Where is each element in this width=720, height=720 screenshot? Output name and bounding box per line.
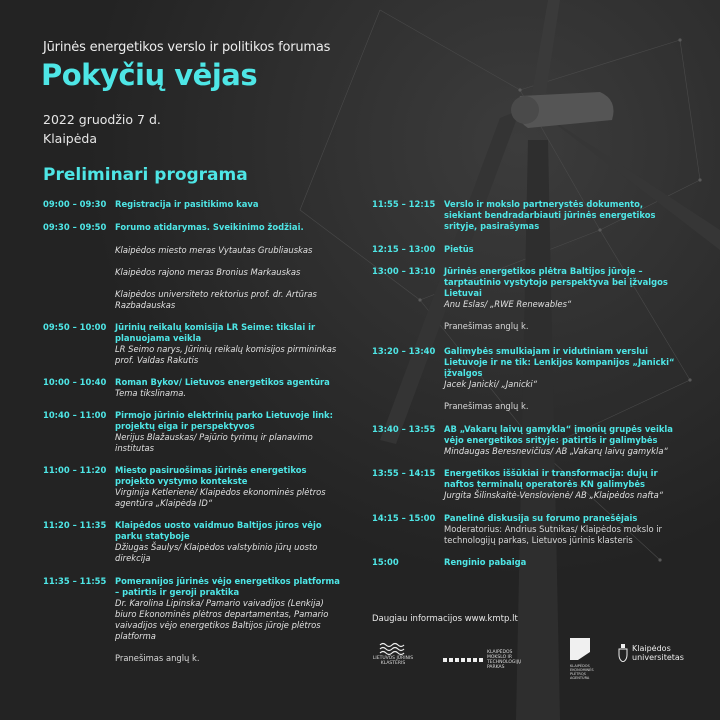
logo-klaipeda-id [570, 638, 600, 680]
agenda-title: Miesto pasiruošimas jūrinės energetikos projekto vystymo kontekste [115, 465, 307, 486]
agenda-time: 10:40 – 11:00 [43, 410, 107, 420]
logo-text: Klaipėdos [632, 644, 671, 653]
event-city: Klaipėda [43, 131, 98, 146]
agenda-time: 13:00 – 13:10 [372, 266, 436, 276]
agenda-title: Galimybės smulkiajam ir vidutiniam verslui Lietuvoje ir ne tik: Lenkijos kompanijos „Janicki“ įžvalgos [444, 346, 675, 378]
agenda-speaker: Anu Eslas/ „RWE Renewables“ [444, 299, 572, 309]
agenda-title: Registracija ir pasitikimo kava [115, 199, 259, 209]
university-emblem-icon [618, 644, 628, 662]
agenda-title: Verslo ir mokslo partnerystės dokumento, siekiant bendradarbiauti jūrinės energetikos srityje, pasirašymas [444, 199, 656, 231]
logo-text: universitetas [632, 653, 684, 662]
agenda-time: 13:40 – 13:55 [372, 424, 436, 434]
agenda-time: 09:50 – 10:00 [43, 322, 107, 332]
section-heading: Preliminari programa [43, 165, 248, 185]
more-info-text: Daugiau informacijos www.kmtp.lt [372, 614, 518, 624]
agenda-speaker: Virginija Ketlerienė/ Klaipėdos ekonominės plėtros agentūra „Klaipėda ID“ [115, 487, 326, 508]
agenda-title: Pietūs [444, 244, 474, 254]
event-title: Pokyčių vėjas [41, 58, 258, 92]
agenda-time: 09:00 – 09:30 [43, 199, 107, 209]
logo-text: KLAIPĖDOS MOKSLO IR TECHNOLOGIJŲ PARKAS [487, 650, 522, 670]
agenda-title: Energetikos iššūkiai ir transformacija: dujų ir naftos terminalų operatorės KN galimybės [444, 468, 658, 489]
agenda-time: 11:00 – 11:20 [43, 465, 107, 475]
agenda-speaker: Jurgita Šilinskaitė-Venslovienė/ AB „Klaipėdos nafta“ [444, 490, 664, 500]
logo-text: LIETUVOS JŪRINIS KLASTERIS [372, 656, 414, 666]
agenda-time: 09:30 – 09:50 [43, 222, 107, 232]
agenda-title: Panelinė diskusija su forumo pranešėjais [444, 513, 638, 523]
agenda-moderator: Moderatorius: Andrius Sutnikas/ Klaipėdos mokslo ir technologijų parkas, Lietuvos jūrinis klasteris [444, 524, 662, 545]
agenda-time: 13:55 – 14:15 [372, 468, 436, 478]
agenda-title: AB „Vakarų laivų gamykla“ įmonių grupės veikla vėjo energetikos srityje: patirtis ir galimybės [444, 424, 673, 445]
agenda-time: 15:00 [372, 557, 399, 567]
agenda-title: Renginio pabaiga [444, 557, 527, 567]
agenda-time: 14:15 – 15:00 [372, 513, 436, 523]
agenda-speaker: Dr. Karolina Lipinska/ Pamario vaivadijos (Lenkija) biuro Ekonominės plėtros departamentas, Pamario vaivadijos vėjo energetikos Baltijos jūroje plėtros platforma [115, 598, 329, 641]
agenda-title: Forumo atidarymas. Sveikinimo žodžiai. [115, 222, 304, 232]
agenda-speaker: Džiugas Šaulys/ Klaipėdos valstybinio jūrų uosto direkcija [115, 542, 318, 563]
agenda-title: Pomeranijos jūrinės vėjo energetikos platforma – patirtis ir geroji praktika [115, 576, 340, 597]
agenda-time: 10:00 – 10:40 [43, 377, 107, 387]
waves-icon [378, 642, 408, 656]
agenda-note: Pranešimas anglų k. [444, 321, 529, 331]
agenda-title: Jūrinių reikalų komisija LR Seime: tikslai ir planuojama veikla [115, 322, 316, 343]
dots-pattern-icon [443, 657, 483, 663]
event-date: 2022 gruodžio 7 d. [43, 112, 161, 127]
agenda-note: Pranešimas anglų k. [444, 401, 529, 411]
agenda-time: 13:20 – 13:40 [372, 346, 436, 356]
agenda-time: 11:35 – 11:55 [43, 576, 107, 586]
agenda-speaker: Klaipėdos miesto meras Vytautas Grubliauskas [115, 245, 313, 255]
agenda-speaker: LR Seimo narys, Jūrinių reikalų komisijos pirmininkas prof. Valdas Rakutis [115, 344, 337, 365]
klaipeda-id-icon [570, 638, 590, 660]
agenda-note: Pranešimas anglų k. [115, 653, 200, 663]
agenda-speaker: Klaipėdos universiteto rektorius prof. dr. Artūras Razbadauskas [115, 289, 317, 310]
agenda-time: 11:20 – 11:35 [43, 520, 107, 530]
agenda-title: Jūrinės energetikos plėtra Baltijos jūroje – tarptautinio vystytojo perspektyva bei įžvalgos Lietuvai [444, 266, 668, 298]
logo-lithuanian-maritime-cluster [368, 642, 418, 666]
logo-kmtp [443, 650, 528, 670]
agenda-title: Klaipėdos uosto vaidmuo Baltijos jūros vėjo parkų statyboje [115, 520, 322, 541]
agenda-speaker: Jacek Janicki/ „Janicki“ [444, 379, 538, 389]
event-subtitle: Jūrinės energetikos verslo ir politikos forumas [43, 40, 331, 55]
agenda-time: 12:15 – 13:00 [372, 244, 436, 254]
agenda-title: Pirmojo jūrinio elektrinių parko Lietuvoje link: projektų eiga ir perspektyvos [115, 410, 333, 431]
agenda-time: 11:55 – 12:15 [372, 199, 436, 209]
agenda-speaker: Tema tikslinama. [115, 388, 187, 398]
agenda-speaker: Klaipėdos rajono meras Bronius Markauskas [115, 267, 301, 277]
agenda-title: Roman Bykov/ Lietuvos energetikos agentūra [115, 377, 330, 387]
agenda-speaker: Mindaugas Beresnevičius/ AB „Vakarų laivų gamykla“ [444, 446, 668, 456]
logo-klaipeda-university [618, 644, 698, 662]
agenda-speaker: Nerijus Blažauskas/ Pajūrio tyrimų ir planavimo institutas [115, 432, 313, 453]
partner-logos [368, 636, 698, 680]
logo-text: KLAIPĖDOS EKONOMINĖS PLĖTROS AGENTŪRA [570, 664, 594, 680]
